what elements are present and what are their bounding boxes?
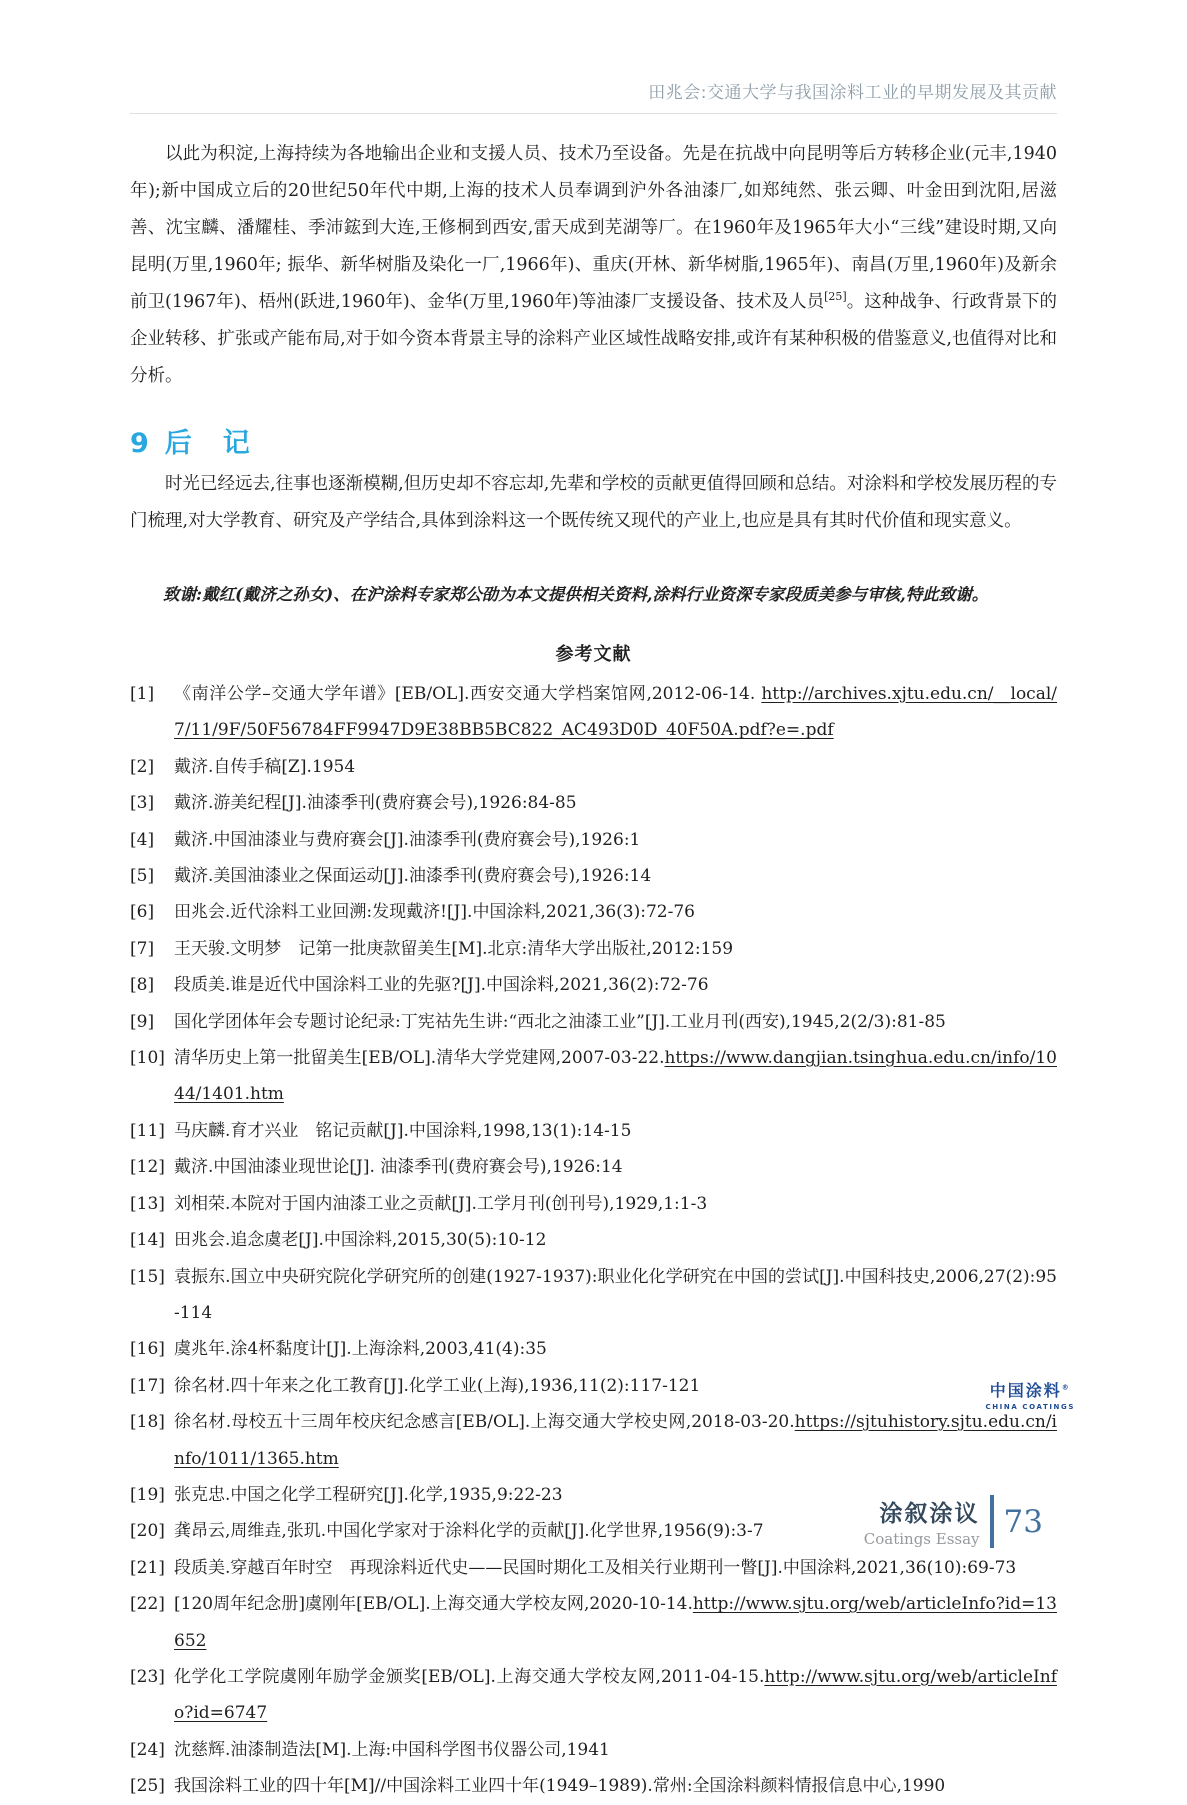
reference-item bbox=[130, 1404, 1057, 1477]
citation-superscript: [25] bbox=[824, 290, 847, 304]
reference-number: [14] bbox=[130, 1230, 165, 1251]
reference-text: 国化学团体年会专题讨论纪录:丁宪祜先生讲:“西北之油漆工业”[J].工业月刊(西安),1945,2(2/3):81-85 bbox=[174, 1011, 946, 1032]
reference-item bbox=[130, 1586, 1057, 1659]
reference-item bbox=[130, 676, 1057, 749]
reference-url-link[interactable]: https://www.dangjian.tsinghua.edu.cn/info/1044/1401.htm bbox=[174, 1048, 1057, 1105]
footer-column-title-cn: 涂叙涂议 bbox=[879, 1501, 980, 1527]
reference-url-link[interactable]: http://www.sjtu.org/web/articleInfo?id=13652 bbox=[174, 1594, 1057, 1651]
reference-number: [5] bbox=[130, 866, 155, 887]
logo-text-cn: 中国涂料® bbox=[989, 1381, 1071, 1400]
reference-number: [3] bbox=[130, 793, 155, 814]
reference-item bbox=[130, 1149, 1057, 1185]
footer-labels bbox=[864, 1495, 990, 1548]
reference-number: [13] bbox=[130, 1193, 165, 1214]
reference-number: [17] bbox=[130, 1375, 165, 1396]
reference-text: 徐名材.母校五十三周年校庆纪念感言[EB/OL].上海交通大学校史网,2018-03-20.https://sjtuhistory.sjtu.edu.cn/info/1011/1365.htm bbox=[174, 1412, 1057, 1469]
reference-number: [9] bbox=[130, 1011, 155, 1032]
reference-text: 沈慈辉.油漆制造法[M].上海:中国科学图书仪器公司,1941 bbox=[174, 1739, 610, 1760]
reference-item bbox=[130, 894, 1057, 930]
reference-url-link[interactable]: http://www.sjtu.org/web/articleInfo?id=6747 bbox=[174, 1666, 1057, 1724]
reference-number: [18] bbox=[130, 1412, 165, 1433]
reference-number: [23] bbox=[130, 1666, 165, 1687]
reference-item bbox=[130, 931, 1057, 967]
reference-item bbox=[130, 1550, 1057, 1586]
paragraph-text: 。这种战争、行政背景下的企业转移、扩张或产能布局,对于如今资本背景主导的涂料产业区域性战略安排,或许有某种积极的借鉴意义,也值得对比和分析。 bbox=[130, 292, 1057, 386]
footer-divider-bar bbox=[990, 1495, 994, 1548]
page-footer bbox=[864, 1495, 1043, 1548]
reference-number: [15] bbox=[130, 1266, 165, 1287]
header-rule bbox=[130, 113, 1057, 114]
reference-number: [7] bbox=[130, 938, 155, 959]
page-number: 73 bbox=[1003, 1503, 1043, 1540]
reference-item bbox=[130, 1659, 1057, 1732]
reference-item bbox=[130, 967, 1057, 1003]
reference-item bbox=[130, 1004, 1057, 1040]
reference-number: [16] bbox=[130, 1339, 165, 1360]
reference-text: 戴济.游美纪程[J].油漆季刊(费府赛会号),1926:84-85 bbox=[174, 793, 577, 814]
reference-number: [25] bbox=[130, 1776, 165, 1797]
reference-item bbox=[130, 1222, 1057, 1258]
reference-url-link[interactable]: http://archives.xjtu.edu.cn/__local/7/11/9F/50F56784FF9947D9E38BB5BC822_AC493D0D_40F50A.pdf?e=.pdf bbox=[174, 684, 1057, 741]
reference-item bbox=[130, 1259, 1057, 1332]
reference-item bbox=[130, 1732, 1057, 1768]
reference-number: [20] bbox=[130, 1521, 165, 1542]
reference-text: 化学化工学院虞刚年励学金颁奖[EB/OL].上海交通大学校友网,2011-04-15.http://www.sjtu.org/web/articleInfo?id=6747 bbox=[174, 1666, 1057, 1724]
reference-number: [11] bbox=[130, 1120, 165, 1141]
logo-text-en: CHINA COATINGS bbox=[985, 1403, 1075, 1411]
reference-text: 虞兆年.涂4杯黏度计[J].上海涂料,2003,41(4):35 bbox=[174, 1339, 547, 1360]
reference-number: [8] bbox=[130, 975, 155, 996]
reference-item bbox=[130, 822, 1057, 858]
reference-text: 龚昂云,周维垚,张玑.中国化学家对于涂料化学的贡献[J].化学世界,1956(9):3-7 bbox=[174, 1521, 764, 1542]
reference-text: 徐名材.四十年来之化工教育[J].化学工业(上海),1936,11(2):117-121 bbox=[174, 1375, 701, 1396]
reference-item bbox=[130, 1186, 1057, 1222]
reference-text: 戴济.自传手稿[Z].1954 bbox=[174, 756, 356, 777]
reference-number: [6] bbox=[130, 902, 155, 923]
reference-number: [21] bbox=[130, 1557, 165, 1578]
reference-number: [12] bbox=[130, 1157, 165, 1178]
china-coatings-logo bbox=[985, 1378, 1075, 1411]
reference-number: [10] bbox=[130, 1048, 165, 1069]
reference-item bbox=[130, 1113, 1057, 1149]
running-title: 田兆会:交通大学与我国涂料工业的早期发展及其贡献 bbox=[648, 83, 1057, 103]
reference-number: [24] bbox=[130, 1739, 165, 1760]
acknowledgment-paragraph: 致谢:戴红(戴济之孙女)、在沪涂料专家郑公劭为本文提供相关资料,涂料行业资深专家段质美参与审核,特此致谢。 bbox=[163, 585, 989, 604]
reference-item bbox=[130, 1331, 1057, 1367]
references-heading: 参考文献 bbox=[555, 644, 632, 665]
reference-number: [22] bbox=[130, 1594, 165, 1615]
footer-column-title-en: Coatings Essay bbox=[863, 1530, 980, 1548]
paragraph-industry-transfer bbox=[130, 136, 1057, 395]
reference-url-link[interactable]: https://sjtuhistory.sjtu.edu.cn/info/1011/1365.htm bbox=[174, 1412, 1057, 1469]
reference-item bbox=[130, 858, 1057, 894]
reference-text: [120周年纪念册]虞刚年[EB/OL].上海交通大学校友网,2020-10-14.http://www.sjtu.org/web/articleInfo?id=13652 bbox=[174, 1594, 1057, 1651]
reference-text: 清华历史上第一批留美生[EB/OL].清华大学党建网,2007-03-22.https://www.dangjian.tsinghua.edu.cn/info/1044/1401.htm bbox=[174, 1048, 1057, 1105]
reference-text: 王天骏.文明梦 记第一批庚款留美生[M].北京:清华大学出版社,2012:159 bbox=[174, 938, 734, 959]
reference-text: 我国涂料工业的四十年[M]//中国涂料工业四十年(1949–1989).常州:全国涂料颜料情报信息中心,1990 bbox=[174, 1776, 946, 1797]
reference-number: [1] bbox=[130, 684, 155, 704]
reference-text: 刘相荣.本院对于国内油漆工业之贡献[J].工学月刊(创刊号),1929,1:1-3 bbox=[174, 1193, 708, 1214]
reference-text: 段质美.穿越百年时空 再现涂料近代史——民国时期化工及相关行业期刊一瞥[J].中国涂料,2021,36(10):69-73 bbox=[174, 1557, 1017, 1578]
reference-number: [19] bbox=[130, 1484, 165, 1505]
reference-text: 戴济.中国油漆业与费府赛会[J].油漆季刊(费府赛会号),1926:1 bbox=[174, 829, 641, 850]
section-title: 后 记 bbox=[164, 428, 252, 459]
reference-item bbox=[130, 1768, 1057, 1804]
reference-text: 《南洋公学–交通大学年谱》[EB/OL].西安交通大学档案馆网,2012-06-14. http://archives.xjtu.edu.cn/__local/7/11/9F/50F56784FF9947D9E38BB5BC822_AC493D0D_40F50A.pdf?e=.pdf bbox=[174, 684, 1057, 741]
reference-item bbox=[130, 785, 1057, 821]
section-number: 9 bbox=[130, 428, 151, 459]
reference-item bbox=[130, 1040, 1057, 1113]
section-9-heading bbox=[130, 421, 1057, 460]
reference-number: [2] bbox=[130, 756, 155, 777]
reference-text: 段质美.谁是近代中国涂料工业的先驱?[J].中国涂料,2021,36(2):72-76 bbox=[174, 975, 709, 996]
reference-item bbox=[130, 749, 1057, 785]
reference-text: 田兆会.追念虞老[J].中国涂料,2015,30(5):10-12 bbox=[174, 1230, 547, 1251]
reference-text: 戴济.中国油漆业现世论[J]. 油漆季刊(费府赛会号),1926:14 bbox=[174, 1157, 623, 1178]
reference-list bbox=[130, 676, 1057, 1805]
reference-text: 田兆会.近代涂料工业回溯:发现戴济![J].中国涂料,2021,36(3):72-76 bbox=[174, 902, 695, 923]
reference-text: 戴济.美国油漆业之保面运动[J].油漆季刊(费府赛会号),1926:14 bbox=[174, 866, 652, 887]
reference-text: 袁振东.国立中央研究院化学研究所的创建(1927-1937):职业化化学研究在中国的尝试[J].中国科技史,2006,27(2):95-114 bbox=[174, 1266, 1057, 1323]
reference-number: [4] bbox=[130, 829, 155, 850]
paragraph-postscript: 时光已经远去,往事也逐渐模糊,但历史却不容忘却,先辈和学校的贡献更值得回顾和总结。对涂料和学校发展历程的专门梳理,对大学教育、研究及产学结合,具体到涂料这一个既传统又现代的产业上,也应是具有其时代价值和现实意义。 bbox=[130, 474, 1057, 531]
reference-item bbox=[130, 1368, 1057, 1404]
registered-mark-icon: ® bbox=[1061, 1383, 1071, 1392]
reference-text: 张克忠.中国之化学工程研究[J].化学,1935,9:22-23 bbox=[174, 1484, 563, 1505]
reference-text: 马庆麟.育才兴业 铭记贡献[J].中国涂料,1998,13(1):14-15 bbox=[174, 1120, 632, 1141]
paragraph-text: 以此为积淀,上海持续为各地输出企业和支援人员、技术乃至设备。先是在抗战中向昆明等后方转移企业(元丰,1940年);新中国成立后的20世纪50年代中期,上海的技术人员奉调到沪外各油漆厂,如郑纯然、张云卿、叶金田到沈阳,居滋善、沈宝麟、潘耀桂、季沛鋐到大连,王修桐到西安,雷天成到芜湖等厂。在1960年及1965年大小“三线”建设时期,又向昆明(万里,1960年; 振华、新华树脂及染化一厂,1966年)、重庆(开林、新华树脂,1965年)、南昌(万里,1960年)及新余前卫(1967年)、梧州(跃进,1960年)、金华(万里,1960年)等油漆厂支援设备、技术及人员 bbox=[130, 144, 1057, 312]
